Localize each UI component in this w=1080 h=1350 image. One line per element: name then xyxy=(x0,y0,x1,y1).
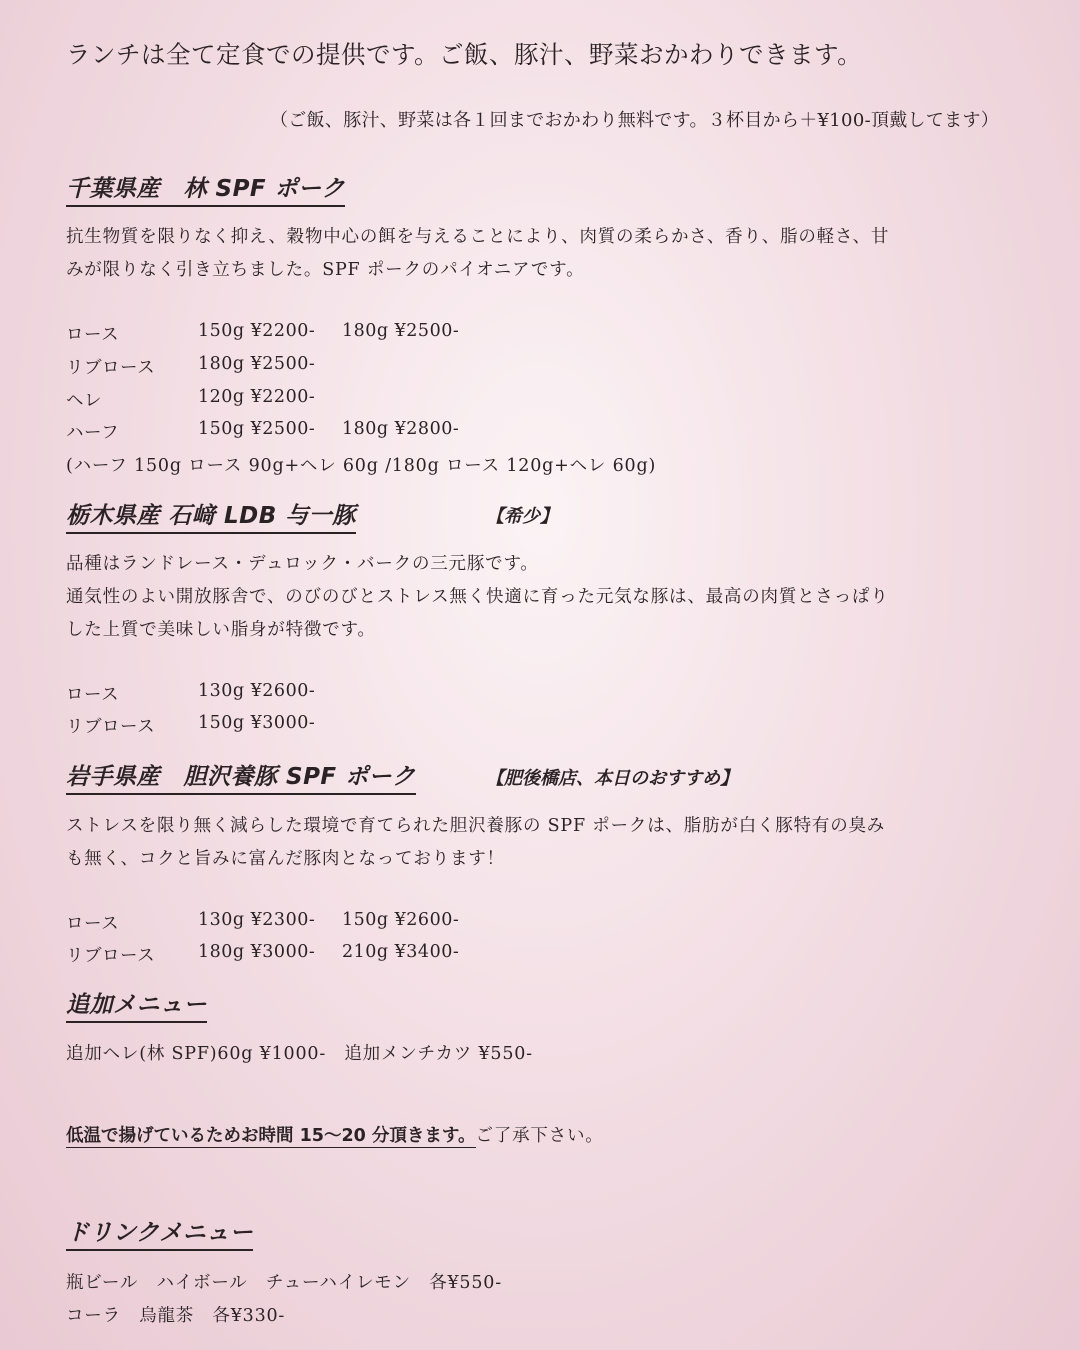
cut-name: ロース xyxy=(66,325,120,345)
price-2: 210g ¥3400- xyxy=(342,942,460,962)
price-1: 150g ¥2200- xyxy=(198,321,316,341)
section-desc-line: も無く、コクと旨みに富んだ豚肉となっております！ xyxy=(66,849,505,869)
price-1: 120g ¥2200- xyxy=(198,387,316,407)
price-1: 180g ¥2500- xyxy=(198,354,316,374)
drink-menu-title: ドリンクメニュー xyxy=(66,1214,253,1251)
section-title-iwate: 岩手県産 胆沢養豚 SPF ポーク xyxy=(66,758,416,795)
price-1: 130g ¥2300- xyxy=(198,910,316,930)
cut-name: ロース xyxy=(66,685,120,705)
half-footnote: (ハーフ 150g ロース 90g+ヘレ 60g /180g ロース 120g+ヘレ 60g) xyxy=(66,456,657,476)
cooking-time-notice xyxy=(66,1122,604,1147)
cut-name: リブロース xyxy=(66,717,156,737)
refill-note: （ご飯、豚汁、野菜は各１回までおかわり無料です。３杯目から＋¥100-頂戴してます） xyxy=(270,110,1000,131)
extra-menu-title: 追加メニュー xyxy=(66,986,207,1023)
rare-badge: 【希少】 xyxy=(486,506,558,527)
section-desc-line: した上質で美味しい脂身が特徴です。 xyxy=(66,620,376,640)
cut-name: ヘレ xyxy=(66,391,102,411)
price-2: 150g ¥2600- xyxy=(342,910,460,930)
section-desc-line: 抗生物質を限りなく抑え、穀物中心の餌を与えることにより、肉質の柔らかさ、香り、脂の軽さ、甘 xyxy=(66,227,890,247)
extra-menu-line: 追加ヘレ(林 SPF)60g ¥1000- 追加メンチカツ ¥550- xyxy=(66,1044,533,1064)
notice-bold: 低温で揚げているためお時間 15〜20 分頂きます。 xyxy=(66,1126,476,1146)
price-1: 130g ¥2600- xyxy=(198,681,316,701)
cut-name: リブロース xyxy=(66,946,156,966)
section-desc-line: 通気性のよい開放豚舎で、のびのびとストレス無く快適に育った元気な豚は、最高の肉質とさっぱり xyxy=(66,587,889,607)
recommend-badge: 【肥後橋店、本日のおすすめ】 xyxy=(486,768,739,789)
cut-name: ハーフ xyxy=(66,423,120,443)
section-title-chiba: 千葉県産 林 SPF ポーク xyxy=(66,170,345,207)
drink-line: 瓶ビール ハイボール チューハイレモン 各¥550- xyxy=(66,1273,502,1293)
price-1: 150g ¥2500- xyxy=(198,419,316,439)
section-title-tochigi: 栃木県産 石﨑 LDB 与一豚 xyxy=(66,497,356,534)
drink-line: コーラ 烏龍茶 各¥330- xyxy=(66,1306,286,1326)
price-2: 180g ¥2500- xyxy=(342,321,460,341)
cut-name: ロース xyxy=(66,914,120,934)
price-2: 180g ¥2800- xyxy=(342,419,460,439)
section-desc-line: ストレスを限り無く減らした環境で育てられた胆沢養豚の SPF ポークは、脂肪が白く豚特有の臭み xyxy=(66,816,886,836)
section-desc-line: みが限りなく引き立ちました。SPF ポークのパイオニアです。 xyxy=(66,260,585,280)
section-desc-line: 品種はランドレース・デュロック・バークの三元豚です。 xyxy=(66,554,539,574)
notice-rest: ご了承下さい。 xyxy=(475,1126,604,1146)
price-1: 180g ¥3000- xyxy=(198,942,316,962)
price-1: 150g ¥3000- xyxy=(198,713,316,733)
intro-text: ランチは全て定食での提供です。ご飯、豚汁、野菜おかわりできます。 xyxy=(66,40,863,69)
cut-name: リブロース xyxy=(66,358,156,378)
